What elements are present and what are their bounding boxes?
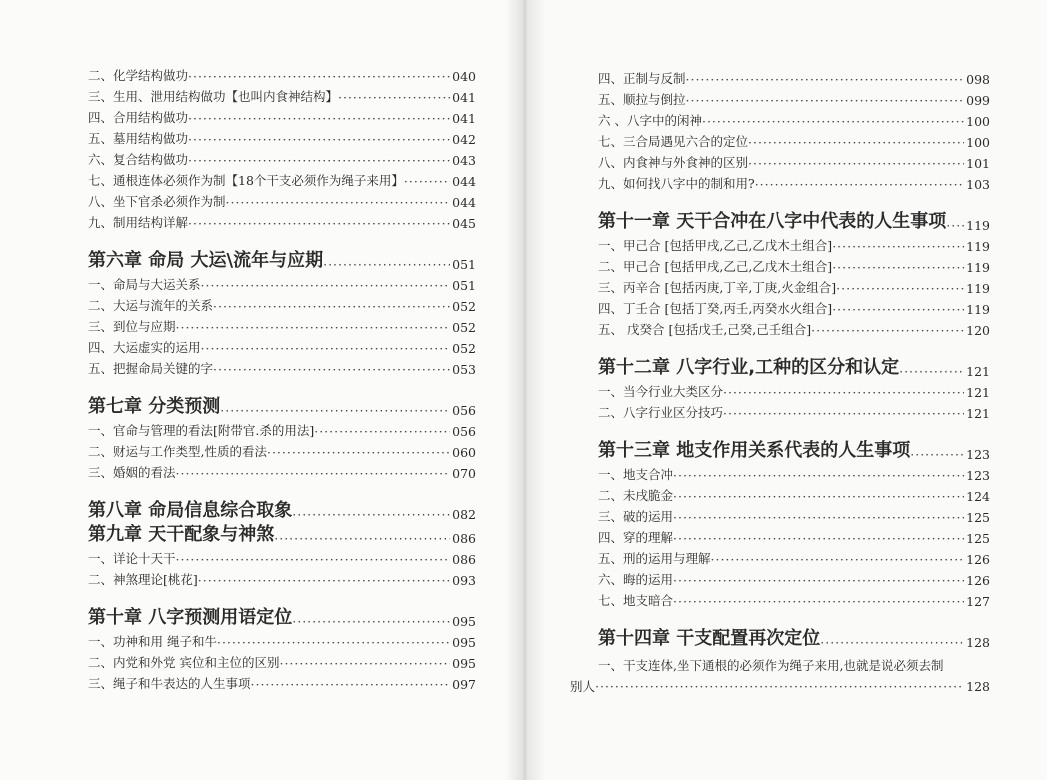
leader-dots: [188, 153, 450, 168]
toc-chapter-heading: [598, 626, 990, 650]
toc-section-entry: [598, 87, 990, 108]
toc-section-entry: [598, 296, 990, 317]
toc-page-number: 126: [966, 552, 990, 567]
toc-entry-title: 一、当今行业大类区分: [598, 384, 724, 399]
leader-dots: [832, 302, 964, 317]
toc-section-entry: [88, 356, 476, 377]
leader-dots: [213, 299, 450, 314]
toc-section-entry: [598, 233, 990, 254]
leader-dots: [702, 114, 964, 129]
toc-section-entry: [88, 84, 476, 105]
toc-page-number: 044: [452, 195, 476, 210]
toc-section-entry: [88, 63, 476, 84]
toc-section-entry: [88, 293, 476, 314]
leader-dots: [673, 594, 964, 609]
toc-entry-title-continued: 别人: [570, 679, 596, 694]
toc-page-number: 045: [452, 216, 476, 231]
toc-section-entry: [88, 272, 476, 293]
toc-page-number: 125: [966, 531, 990, 546]
toc-page-number: 124: [966, 489, 990, 504]
toc-entry-title: 五、把握命局关键的字: [88, 361, 214, 376]
leader-dots: [292, 507, 450, 522]
toc-page-number: 042: [452, 132, 476, 147]
toc-page-number: 070: [452, 466, 476, 481]
toc-entry-title: 五、刑的运用与理解: [598, 551, 711, 566]
leader-dots: [217, 635, 450, 650]
toc-section-entry: [88, 210, 476, 231]
toc-section-entry: [598, 379, 990, 400]
toc-section-entry: [598, 254, 990, 275]
leader-dots: [176, 552, 451, 567]
toc-page-number: 095: [452, 656, 476, 671]
toc-page-number: 119: [966, 281, 990, 296]
toc-left-column: [88, 63, 476, 692]
toc-entry-title: 七、地支暗合: [598, 593, 674, 608]
toc-entry-title: 二、化学结构做功: [88, 68, 189, 83]
toc-page-number: 053: [452, 362, 476, 377]
leader-dots: [723, 385, 964, 400]
leader-dots: [188, 216, 450, 231]
toc-section-entry: [598, 462, 990, 483]
toc-page-number: 043: [452, 153, 476, 168]
toc-section-entry: [88, 650, 476, 671]
toc-page-number: 093: [452, 573, 476, 588]
toc-entry-title: 二、未戌脆金: [598, 488, 674, 503]
toc-chapter-heading: [598, 438, 990, 462]
leader-dots: [711, 552, 965, 567]
toc-page-number: 119: [966, 260, 990, 275]
leader-dots: [404, 174, 450, 189]
leader-dots: [220, 403, 450, 418]
toc-section-entry: [88, 105, 476, 126]
toc-page-number: 128: [966, 679, 990, 694]
toc-entry-title: 九、制用结构详解: [88, 215, 189, 230]
toc-page-number: 121: [966, 406, 990, 421]
toc-page-number: 052: [452, 341, 476, 356]
toc-section-entry: [88, 189, 476, 210]
toc-page-number: 086: [452, 552, 476, 567]
toc-section-entry: [598, 567, 990, 588]
toc-entry-title: 四、丁壬合 [包括丁癸,丙壬,丙癸水火组合]: [598, 301, 833, 316]
leader-dots: [176, 320, 451, 335]
toc-entry-title: 五、墓用结构做功: [88, 131, 189, 146]
toc-page-number: 123: [966, 447, 990, 462]
toc-entry-title: 四、穿的理解: [598, 530, 674, 545]
toc-entry-title: 第十三章 地支作用关系代表的人生事项: [598, 440, 911, 461]
leader-dots: [595, 677, 964, 697]
toc-entry-title: 八、坐下官杀必须作为制: [88, 194, 226, 209]
toc-page-number: 056: [452, 403, 476, 418]
toc-section-entry: [88, 460, 476, 481]
toc-page-number: 044: [452, 174, 476, 189]
toc-entry-title: 第八章 命局信息综合取象: [88, 500, 293, 521]
toc-page-number: 098: [966, 72, 990, 87]
toc-section-entry: [88, 335, 476, 356]
toc-entry-wrapped: [570, 656, 990, 697]
toc-page-number: 100: [966, 114, 990, 129]
toc-page-number: 082: [452, 507, 476, 522]
toc-page-number: 095: [452, 635, 476, 650]
leader-dots: [201, 278, 451, 293]
toc-section-entry: [598, 504, 990, 525]
toc-section-entry: [88, 147, 476, 168]
toc-entry-title: 三、到位与应期: [88, 319, 176, 334]
leader-dots: [213, 362, 450, 377]
leader-dots: [673, 489, 964, 504]
toc-page-number: 060: [452, 445, 476, 460]
toc-page-number: 051: [452, 278, 476, 293]
toc-page-number: 119: [966, 218, 990, 233]
toc-section-entry: [598, 108, 990, 129]
leader-dots: [723, 406, 964, 421]
toc-entry-title: 六、晦的运用: [598, 572, 674, 587]
toc-section-entry: [88, 546, 476, 567]
toc-section-entry: [598, 150, 990, 171]
toc-section-entry: [598, 129, 990, 150]
toc-page-number: 056: [452, 424, 476, 439]
toc-entry-title: 三、破的运用: [598, 509, 674, 524]
toc-entry-title: 第九章 天干配象与神煞: [88, 524, 275, 545]
toc-page-number: 120: [966, 323, 990, 338]
leader-dots: [338, 90, 450, 105]
toc-entry-title: 一、地支合冲: [598, 467, 674, 482]
toc-entry-title: 一、甲己合 [包括甲戌,乙己,乙戊木土组合]: [598, 238, 833, 253]
toc-entry-title: 三、绳子和牛表达的人生事项: [88, 676, 251, 691]
toc-section-entry: [598, 171, 990, 192]
toc-page-number: 099: [966, 93, 990, 108]
toc-page-number: 041: [452, 111, 476, 126]
toc-section-entry: [88, 126, 476, 147]
leader-dots: [201, 341, 451, 356]
toc-section-entry: [598, 66, 990, 87]
toc-chapter-heading: [598, 355, 990, 379]
toc-entry-title: 六 、八字中的闲神: [598, 113, 702, 128]
toc-page-number: 123: [966, 468, 990, 483]
toc-entry-title: 四、合用结构做功: [88, 110, 189, 125]
toc-page-number: 095: [452, 614, 476, 629]
leader-dots: [748, 135, 964, 150]
leader-dots: [832, 239, 964, 254]
leader-dots: [910, 447, 964, 462]
toc-chapter-heading: [88, 605, 476, 629]
toc-entry-title: 四、大运虚实的运用: [88, 340, 201, 355]
toc-entry-title: 八、内食神与外食神的区别: [598, 155, 749, 170]
toc-section-entry: [88, 629, 476, 650]
toc-entry-title: 二、甲己合 [包括甲戌,乙己,乙戊木土组合]: [598, 259, 833, 274]
toc-entry-title: 二、神煞理论[桃花]: [88, 572, 198, 587]
toc-chapter-heading: [88, 248, 476, 272]
leader-dots: [832, 260, 964, 275]
toc-page-number: 119: [966, 239, 990, 254]
toc-entry-title: 一、详论十天干: [88, 551, 176, 566]
toc-page-number: 121: [966, 385, 990, 400]
toc-page-number: 119: [966, 302, 990, 317]
toc-entry-title: 第十二章 八字行业,工种的区分和认定: [598, 357, 900, 378]
toc-entry-title: 六、复合结构做功: [88, 152, 189, 167]
toc-entry-title: 二、大运与流年的关系: [88, 298, 214, 313]
toc-entry-title: 第十四章 干支配置再次定位: [598, 628, 821, 649]
toc-page-number: 101: [966, 156, 990, 171]
toc-section-entry: [598, 525, 990, 546]
leader-dots: [188, 111, 450, 126]
toc-entry-title: 七、三合局遇见六合的定位: [598, 134, 749, 149]
toc-entry-title: 五、顺拉与倒拉: [598, 92, 686, 107]
toc-chapter-heading: [598, 209, 990, 233]
toc-entry-title: 二、内党和外党 宾位和主位的区别: [88, 655, 280, 670]
toc-page-number: 128: [966, 635, 990, 650]
book-gutter: [505, 0, 545, 780]
toc-entry-title: 三、婚姻的看法: [88, 465, 176, 480]
leader-dots: [188, 132, 450, 147]
toc-section-entry: [598, 546, 990, 567]
leader-dots: [292, 614, 450, 629]
toc-page-number: 097: [452, 677, 476, 692]
leader-dots: [673, 468, 964, 483]
toc-page-number: 052: [452, 320, 476, 335]
leader-dots: [226, 195, 451, 210]
leader-dots: [836, 281, 964, 296]
toc-page-number: 125: [966, 510, 990, 525]
leader-dots: [673, 531, 964, 546]
leader-dots: [946, 218, 964, 233]
leader-dots: [686, 93, 965, 108]
toc-section-entry: [598, 317, 990, 338]
toc-section-entry: [88, 314, 476, 335]
toc-section-entry: [598, 275, 990, 296]
toc-entry-title: 九、如何找八字中的制和用?: [598, 176, 755, 191]
toc-section-entry: [88, 671, 476, 692]
toc-page-number: 100: [966, 135, 990, 150]
leader-dots: [267, 445, 450, 460]
toc-entry-title: 一、干支连体,坐下通根的必须作为绳子来用,也就是说必须去制: [598, 658, 944, 673]
toc-page-number: 103: [966, 177, 990, 192]
leader-dots: [274, 531, 450, 546]
leader-dots: [686, 72, 965, 87]
toc-entry-title: 七、通根连体必须作为制【18个干支必须作为绳子来用】: [88, 173, 404, 188]
toc-page-number: 041: [452, 90, 476, 105]
leader-dots: [314, 424, 450, 439]
toc-section-entry: [88, 439, 476, 460]
toc-section-entry: [88, 567, 476, 588]
leader-dots: [188, 69, 450, 84]
leader-dots: [811, 323, 964, 338]
toc-entry-title: 一、功神和用 绳子和牛: [88, 634, 217, 649]
leader-dots: [820, 635, 964, 650]
toc-chapter-heading: [88, 394, 476, 418]
leader-dots: [198, 573, 450, 588]
toc-entry-title: 一、命局与大运关系: [88, 277, 201, 292]
toc-page-number: 121: [966, 364, 990, 379]
toc-entry-title: 第六章 命局 大运\流年与应期: [88, 250, 324, 271]
toc-page-number: 051: [452, 257, 476, 272]
leader-dots: [899, 364, 964, 379]
toc-entry-title: 第七章 分类预测: [88, 396, 221, 417]
leader-dots: [251, 677, 451, 692]
toc-page-number: 126: [966, 573, 990, 588]
leader-dots: [176, 466, 451, 481]
toc-entry-title: 第十章 八字预测用语定位: [88, 607, 293, 628]
toc-section-entry: [88, 418, 476, 439]
toc-right-column: [570, 66, 990, 697]
toc-entry-title: 三、生用、泄用结构做功【也叫内食神结构】: [88, 89, 339, 104]
toc-page-number: 040: [452, 69, 476, 84]
toc-entry-title: 四、正制与反制: [598, 71, 686, 86]
toc-entry-title: 五、 戊癸合 [包括戊壬,己癸,己壬组合]: [598, 322, 812, 337]
toc-entry-title: 二、八字行业区分技巧: [598, 405, 724, 420]
toc-page-number: 086: [452, 531, 476, 546]
toc-section-entry: [598, 483, 990, 504]
toc-entry-title: 三、丙辛合 [包括丙庚,丁辛,丁庚,火金组合]: [598, 280, 837, 295]
toc-chapter-heading: [88, 498, 476, 522]
leader-dots: [673, 510, 964, 525]
leader-dots: [748, 156, 964, 171]
toc-page-number: 127: [966, 594, 990, 609]
toc-page-number: 052: [452, 299, 476, 314]
leader-dots: [279, 656, 450, 671]
leader-dots: [673, 573, 964, 588]
leader-dots: [323, 257, 450, 272]
leader-dots: [755, 177, 964, 192]
toc-section-entry: [598, 588, 990, 609]
toc-entry-title: 一、官命与管理的看法[附带官.杀的用法]: [88, 423, 315, 438]
toc-entry-title: 第十一章 天干合冲在八字中代表的人生事项: [598, 211, 947, 232]
toc-section-entry: [598, 400, 990, 421]
toc-entry-title: 二、财运与工作类型,性质的看法: [88, 444, 267, 459]
toc-chapter-heading: [88, 522, 476, 546]
toc-section-entry: [88, 168, 476, 189]
